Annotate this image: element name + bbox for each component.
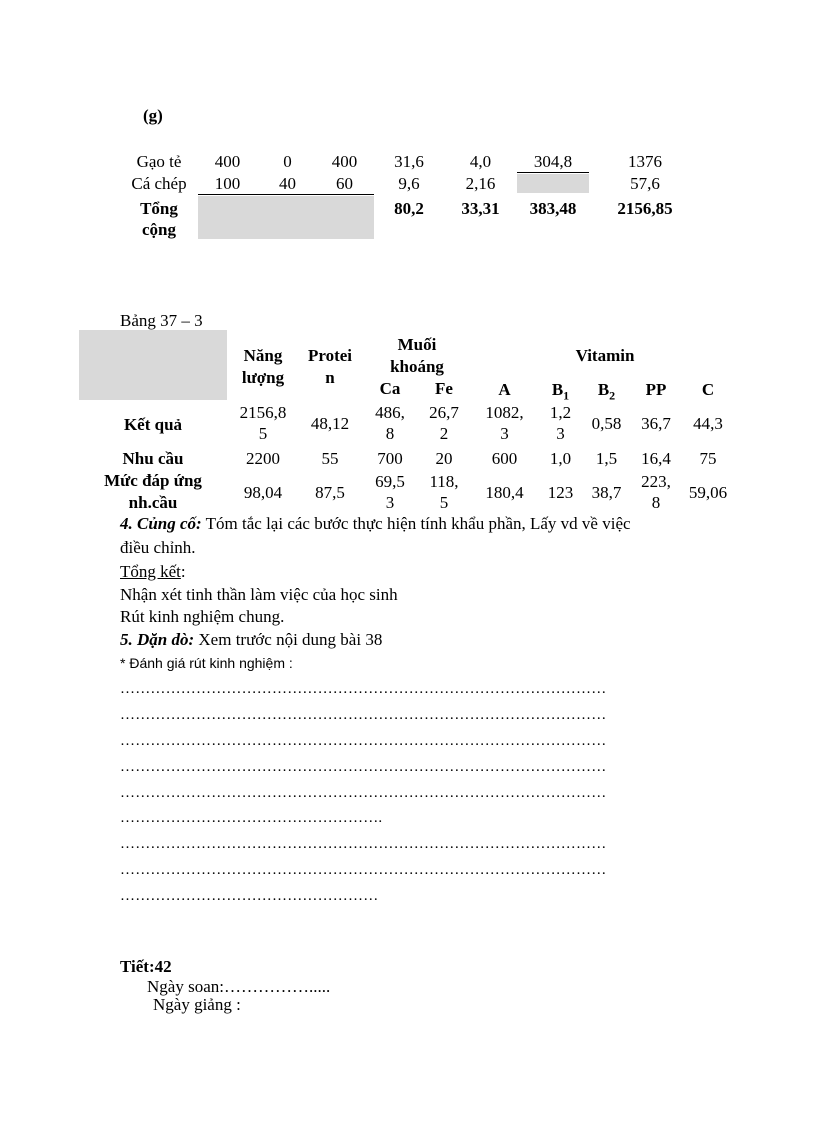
dotted-line: ……………………………………………………………………………………: [120, 707, 607, 723]
cell: 60: [336, 174, 353, 193]
dotted-line: ……………………………………………………………………………………: [120, 836, 607, 852]
cell: 3: [385, 493, 395, 512]
shaded-header-cell: [79, 330, 227, 400]
total-cell: 2156,85: [617, 199, 673, 218]
cell: 4,0: [469, 152, 492, 171]
dotted-line: ……………………………………………: [120, 888, 379, 904]
header-mineral: khoáng: [390, 357, 444, 376]
header-pp: PP: [645, 380, 667, 399]
cell: 31,6: [394, 152, 424, 171]
cell: 16,4: [641, 449, 671, 468]
header-b2: [584, 379, 629, 406]
lesson-number: Tiết:42: [120, 957, 172, 976]
cell: 48,12: [310, 414, 350, 433]
cell: 304,8: [533, 152, 573, 171]
cell: 118,: [429, 472, 459, 491]
header-b1-text: B: [551, 380, 564, 399]
row-name: Gạo tẻ: [136, 152, 182, 171]
dotted-line: ……………………………………………………………………………………: [120, 759, 607, 775]
total-cell: 33,31: [461, 199, 500, 218]
unit-label: (g): [143, 106, 163, 125]
row-name: Cá chép: [131, 174, 187, 193]
cell: 2200: [246, 449, 280, 468]
cell: 100: [214, 174, 241, 193]
table-caption: Bảng 37 – 3: [120, 311, 203, 330]
section-5: [120, 630, 382, 650]
cell: 55: [321, 449, 339, 468]
section-4-text: Tóm tắc lại các bước thực hiện tính khẩu phần, Lấy vd về việc: [201, 514, 631, 533]
header-vitamin: Vitamin: [575, 346, 635, 365]
cell: 5: [258, 424, 268, 443]
preparation-date: Ngày soan:…………….....: [147, 977, 331, 996]
row-label-need: Nhu cầu: [122, 449, 184, 468]
cell: 8: [385, 424, 395, 443]
cell: 8: [651, 493, 661, 512]
dotted-line: ……………………………………………………………………………………: [120, 785, 607, 801]
cell: 26,7: [429, 403, 459, 422]
row-label-response: Mức đáp ứng: [104, 471, 202, 490]
cell: 180,4: [485, 483, 524, 502]
cell: 2156,8: [239, 403, 287, 422]
header-fe: Fe: [435, 379, 453, 398]
cell: 69,5: [375, 472, 405, 491]
cell: 123: [547, 483, 574, 502]
section-5-text: Xem trước nội dung bài 38: [194, 630, 383, 649]
header-mineral: Muối: [397, 335, 437, 354]
cell: 1,2: [549, 403, 572, 422]
cell: 2: [439, 424, 449, 443]
cell: 57,6: [630, 174, 660, 193]
header-b1-sub: 1: [563, 388, 570, 403]
cell: 40: [279, 174, 296, 193]
summary-heading: [120, 562, 186, 582]
cell: 400: [214, 152, 241, 171]
section-4-label: 4. Củng cố:: [120, 514, 202, 533]
cell: 0: [283, 152, 292, 171]
cell: 223,: [641, 472, 671, 491]
cell-border: [517, 172, 589, 173]
summary-title: Tổng kết: [120, 562, 181, 581]
section-4: [120, 514, 631, 534]
total-cell: 80,2: [394, 199, 424, 218]
cell: 75: [699, 449, 717, 468]
cell: 36,7: [641, 414, 671, 433]
cell: 486,: [375, 403, 405, 422]
section-4-text-cont: điều chỉnh.: [120, 538, 196, 557]
dotted-line: ……………………………………………………………………………………: [120, 681, 607, 697]
cell: 87,5: [315, 483, 345, 502]
cell: 20: [435, 449, 453, 468]
cell: 3: [500, 424, 509, 443]
row-label-response: nh.cầu: [128, 493, 178, 512]
summary-line: Nhận xét tinh thần làm việc của học sinh: [120, 585, 398, 604]
shaded-cell: [517, 174, 589, 193]
evaluation-title: * Đánh giá rút kinh nghiệm :: [120, 655, 293, 671]
cell: 38,7: [591, 483, 622, 502]
cell: 44,3: [693, 414, 723, 433]
header-c: C: [701, 380, 715, 399]
summary-colon: :: [180, 562, 186, 581]
cell: 98,04: [243, 483, 283, 502]
dotted-line: ……………………………………………………………………………………: [120, 733, 607, 749]
cell: 3: [556, 424, 565, 443]
header-b2-text: B: [597, 380, 610, 399]
cell: 59,06: [688, 483, 728, 502]
shaded-cell: [198, 196, 374, 239]
cell: 2,16: [465, 174, 496, 193]
header-energy: lượng: [241, 368, 285, 387]
cell: 400: [331, 152, 358, 171]
header-protein: n: [325, 368, 335, 387]
summary-line: Rút kinh nghiệm chung.: [120, 607, 285, 626]
header-b2-sub: 2: [609, 388, 616, 403]
total-label: cộng: [142, 220, 176, 239]
header-protein: Protei: [307, 346, 353, 365]
total-cell: 383,48: [529, 199, 577, 218]
teaching-date: Ngày giảng :: [153, 995, 241, 1014]
cell: 1,0: [549, 449, 572, 468]
dotted-line: ……………………………………………………………………………………: [120, 862, 607, 878]
cell: 9,6: [398, 174, 420, 193]
cell: 700: [377, 449, 403, 468]
cell-border: [198, 194, 374, 195]
cell: 1,5: [595, 449, 618, 468]
row-label-result: Kết quả: [123, 415, 183, 434]
dotted-line: …………………………………………….: [120, 810, 383, 826]
header-a: A: [498, 380, 511, 399]
cell: 600: [491, 449, 518, 468]
section-5-label: 5. Dặn dò:: [120, 630, 195, 649]
cell: 1082,: [485, 403, 524, 422]
header-ca: Ca: [379, 379, 401, 398]
cell: 1376: [628, 152, 662, 171]
header-energy: Năng: [243, 346, 283, 365]
total-label: Tổng: [140, 199, 178, 218]
cell: 0,58: [591, 414, 622, 433]
cell: 5: [439, 493, 449, 512]
